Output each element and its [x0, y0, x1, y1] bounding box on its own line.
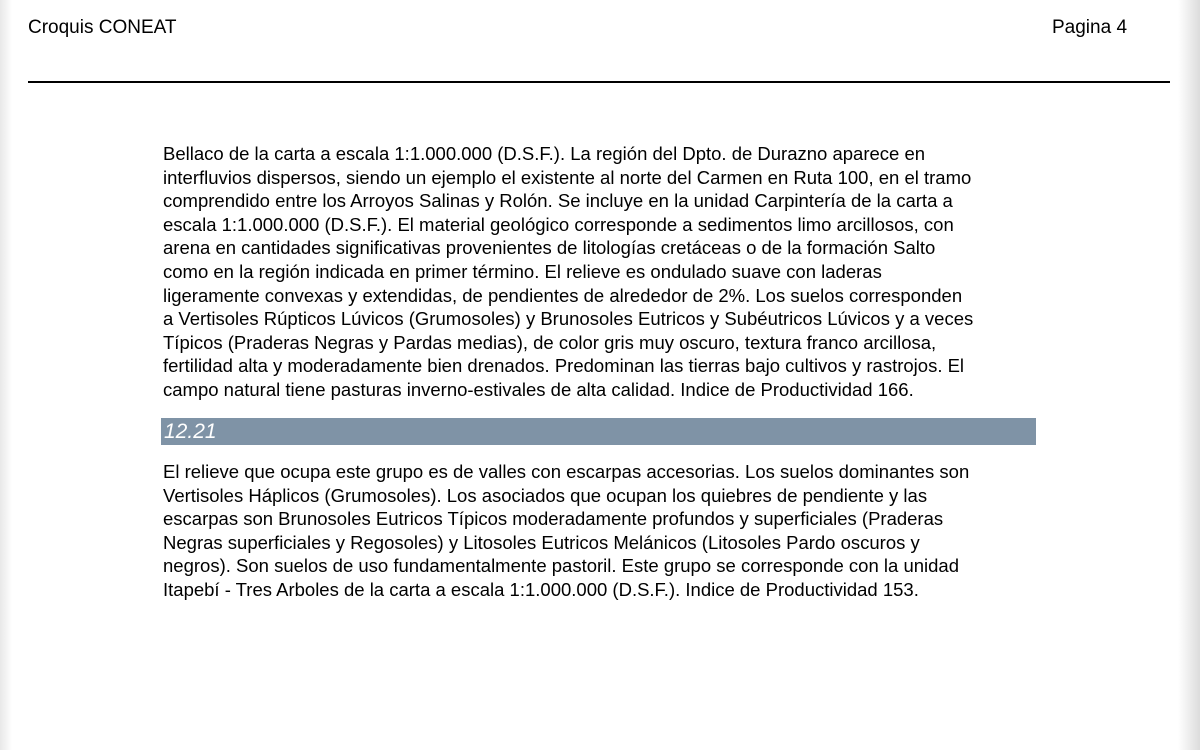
- header-rule: [28, 81, 1170, 83]
- paragraph-line: a Vertisoles Rúpticos Lúvicos (Grumosoles) y Brunosoles Eutricos y Subéutricos Lúvicos y a veces: [163, 308, 974, 330]
- section-heading: 12.21: [164, 420, 217, 443]
- header-title: Croquis CONEAT: [28, 17, 177, 38]
- paragraph-line: interfluvios dispersos, siendo un ejemplo el existente al norte del Carmen en Ruta 100, en el tramo: [163, 166, 972, 188]
- paragraph-line: Vertisoles Háplicos (Grumosoles). Los asociados que ocupan los quiebres de pendiente y las: [163, 484, 928, 506]
- paragraph-line: comprendido entre los Arroyos Salinas y Rolón. Se incluye en la unidad Carpintería de la carta a: [163, 190, 953, 212]
- paragraph-1: [163, 142, 1043, 402]
- paragraph-2: [163, 460, 1043, 602]
- paragraph-line: negros). Son suelos de uso fundamentalmente pastoril. Este grupo se corresponde con la unidad: [163, 555, 959, 577]
- paragraph-line: fertilidad alta y moderadamente bien drenados. Predominan las tierras bajo cultivos y rastrojos. El: [163, 355, 965, 377]
- rule-ghost-artifact: [892, 75, 1052, 81]
- paragraph-line: Negras superficiales y Regosoles) y Litosoles Eutricos Melánicos (Litosoles Pardo oscuros y: [163, 531, 920, 553]
- paragraph-line: como en la región indicada en primer término. El relieve es ondulado suave con laderas: [163, 260, 882, 282]
- paragraph-line: escala 1:1.000.000 (D.S.F.). El material geológico corresponde a sedimentos limo arcillosos, con: [163, 213, 954, 235]
- paragraph-line: Itapebí - Tres Arboles de la carta a escala 1:1.000.000 (D.S.F.). Indice de Productividad 153.: [163, 578, 919, 600]
- paragraph-line: Bellaco de la carta a escala 1:1.000.000 (D.S.F.). La región del Dpto. de Durazno aparece en: [163, 143, 926, 164]
- paragraph-line: campo natural tiene pasturas inverno-estivales de alta calidad. Indice de Productividad 166.: [163, 378, 914, 400]
- paragraph-line: arena en cantidades significativas provenientes de litologías cretáceas o de la formación Salto: [163, 237, 936, 259]
- paragraph-line: ligeramente convexas y extendidas, de pendientes de alrededor de 2%. Los suelos corresponden: [163, 284, 963, 306]
- page-right-edge: [1178, 0, 1200, 750]
- paragraph-line: Típicos (Praderas Negras y Pardas medias), de color gris muy oscuro, textura franco arcillosa,: [163, 331, 937, 353]
- paragraph-line: escarpas son Brunosoles Eutricos Típicos moderadamente profundos y superficiales (Praderas: [163, 508, 944, 530]
- paragraph-line: El relieve que ocupa este grupo es de valles con escarpas accesorias. Los suelos dominantes son: [163, 461, 970, 482]
- section-heading-bar: [161, 418, 1036, 445]
- page-left-edge: [0, 0, 12, 750]
- page-number: Pagina 4: [1052, 17, 1128, 38]
